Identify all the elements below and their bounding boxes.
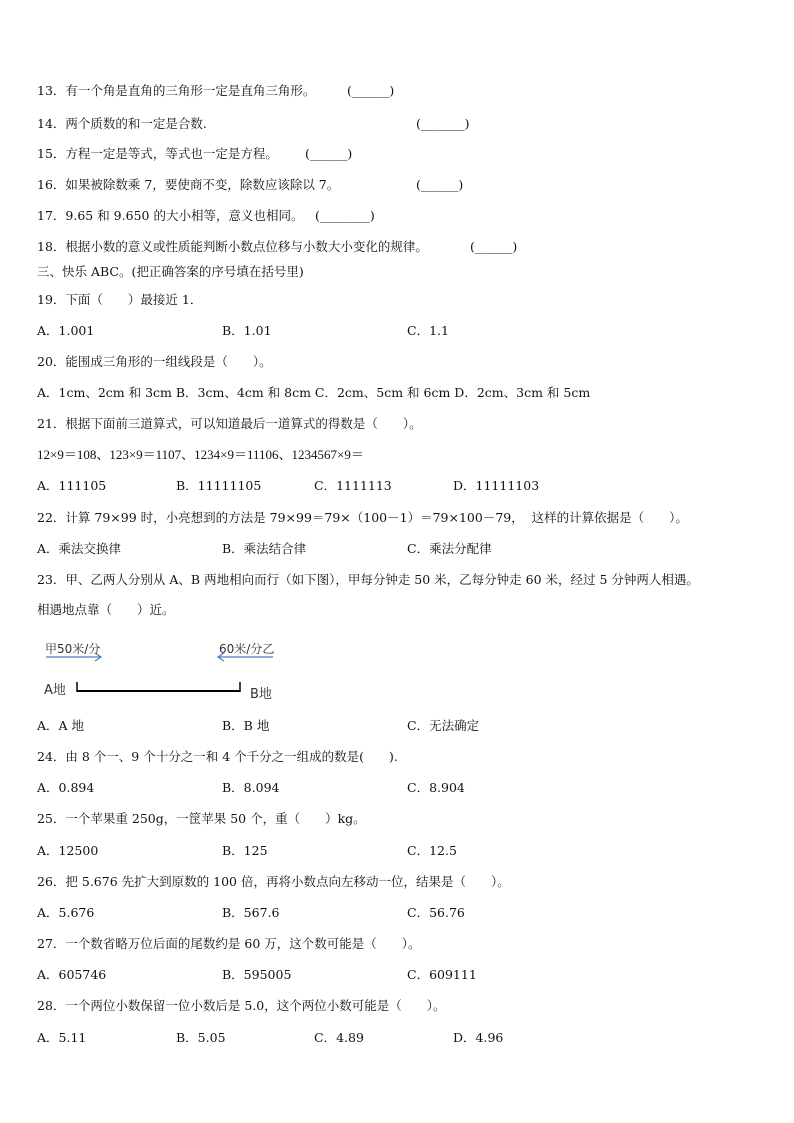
answer-blank-16[interactable]: (______) (416, 177, 464, 192)
answer-blank-15[interactable]: (______) (305, 146, 353, 161)
option-23-c[interactable]: C．无法确定 (407, 718, 480, 733)
question-22: 22．计算 79×99 时，小亮想到的方法是 79×99＝79×（100－1）＝79×100－79， 这样的计算依据是（ ）。 (37, 510, 688, 525)
option-27-c[interactable]: C．609111 (407, 967, 477, 982)
option-21-b[interactable]: B．11111105 (176, 478, 262, 493)
option-25-a[interactable]: A．12500 (37, 843, 99, 858)
answer-blank-17[interactable]: (________) (315, 208, 375, 223)
answer-blank-18[interactable]: (______) (470, 239, 518, 254)
answer-blank-13[interactable]: (______) (347, 83, 395, 98)
question-16: 16．如果被除数乘 7，要使商不变，除数应该除以 7。 (37, 177, 340, 192)
question-17: 17．9.65 和 9.650 的大小相等，意义也相同。 (37, 208, 304, 223)
a-place-label: A地 (44, 683, 66, 698)
question-26: 26．把 5.676 先扩大到原数的 100 倍，再将小数点向左移动一位，结果是（ ）。 (37, 874, 510, 889)
question-28: 28．一个两位小数保留一位小数后是 5.0，这个两位小数可能是（ ）。 (37, 998, 446, 1013)
jia-arrow-icon (44, 652, 106, 662)
option-27-b[interactable]: B．595005 (222, 967, 292, 982)
b-place-label: B地 (250, 687, 272, 702)
question-21: 21．根据下面前三道算式，可以知道最后一道算式的得数是（ ）。 (37, 416, 422, 431)
question-23: 23．甲、乙两人分别从 A、B 两地相向而行（如下图），甲每分钟走 50 米，乙每分钟走 60 米，经过 5 分钟两人相遇。 (37, 572, 699, 587)
option-26-b[interactable]: B．567.6 (222, 905, 280, 920)
question-19: 19．下面（ ）最接近 1． (37, 292, 203, 307)
question-18: 18．根据小数的意义或性质能判断小数点位移与小数大小变化的规律。 (37, 239, 428, 254)
question-23-cont: 相遇地点靠（ ）近。 (37, 602, 175, 617)
option-19-a[interactable]: A．1.001 (37, 323, 95, 338)
question-13: 13．有一个角是直角的三角形一定是直角三角形。 (37, 83, 316, 98)
question-25: 25．一个苹果重 250g，一筐苹果 50 个，重（ ）kg。 (37, 811, 366, 826)
question-24: 24．由 8 个一、9 个十分之一和 4 个千分之一组成的数是( ). (37, 749, 398, 764)
option-22-b[interactable]: B．乘法结合律 (222, 541, 307, 556)
option-21-a[interactable]: A．111105 (37, 478, 107, 493)
option-22-a[interactable]: A．乘法交换律 (37, 541, 122, 556)
yi-arrow-icon (215, 652, 275, 662)
option-24-c[interactable]: C．8.904 (407, 780, 465, 795)
question-15: 15．方程一定是等式，等式也一定是方程。 (37, 146, 278, 161)
answer-blank-14[interactable]: (_______) (416, 116, 470, 131)
equations-21: 12×9＝108、123×9＝1107、1234×9＝11106、1234567×9＝ (37, 447, 364, 462)
option-24-a[interactable]: A．0.894 (37, 780, 95, 795)
option-27-a[interactable]: A．605746 (37, 967, 107, 982)
option-23-a[interactable]: A．A 地 (37, 718, 85, 733)
option-25-b[interactable]: B．125 (222, 843, 268, 858)
option-19-b[interactable]: B．1.01 (222, 323, 272, 338)
option-28-b[interactable]: B．5.05 (176, 1030, 226, 1045)
option-28-a[interactable]: A．5.11 (37, 1030, 87, 1045)
option-28-c[interactable]: C．4.89 (314, 1030, 364, 1045)
option-23-b[interactable]: B．B 地 (222, 718, 270, 733)
option-19-c[interactable]: C．1.1 (407, 323, 449, 338)
options-20[interactable]: A．1cm、2cm 和 3cm B．3cm、4cm 和 8cm C．2cm、5cm 和 6cm D．2cm、3cm 和 5cm (37, 385, 591, 400)
yi-speed-label: 60米/分乙 (219, 642, 275, 656)
option-24-b[interactable]: B．8.094 (222, 780, 280, 795)
option-21-c[interactable]: C．1111113 (314, 478, 392, 493)
option-26-a[interactable]: A．5.676 (37, 905, 95, 920)
option-21-d[interactable]: D．11111103 (453, 478, 540, 493)
option-25-c[interactable]: C．12.5 (407, 843, 457, 858)
option-28-d[interactable]: D．4.96 (453, 1030, 504, 1045)
road-segment (76, 682, 242, 694)
question-27: 27．一个数省略万位后面的尾数约是 60 万，这个数可能是（ ）。 (37, 936, 421, 951)
question-20: 20．能围成三角形的一组线段是（ ）。 (37, 354, 272, 369)
section-heading: 三、快乐 ABC。(把正确答案的序号填在括号里) (37, 264, 304, 279)
jia-speed-label: 甲50米/分 (45, 642, 101, 656)
option-26-c[interactable]: C．56.76 (407, 905, 465, 920)
question-14: 14．两个质数的和一定是合数. (37, 116, 207, 131)
option-22-c[interactable]: C．乘法分配律 (407, 541, 492, 556)
